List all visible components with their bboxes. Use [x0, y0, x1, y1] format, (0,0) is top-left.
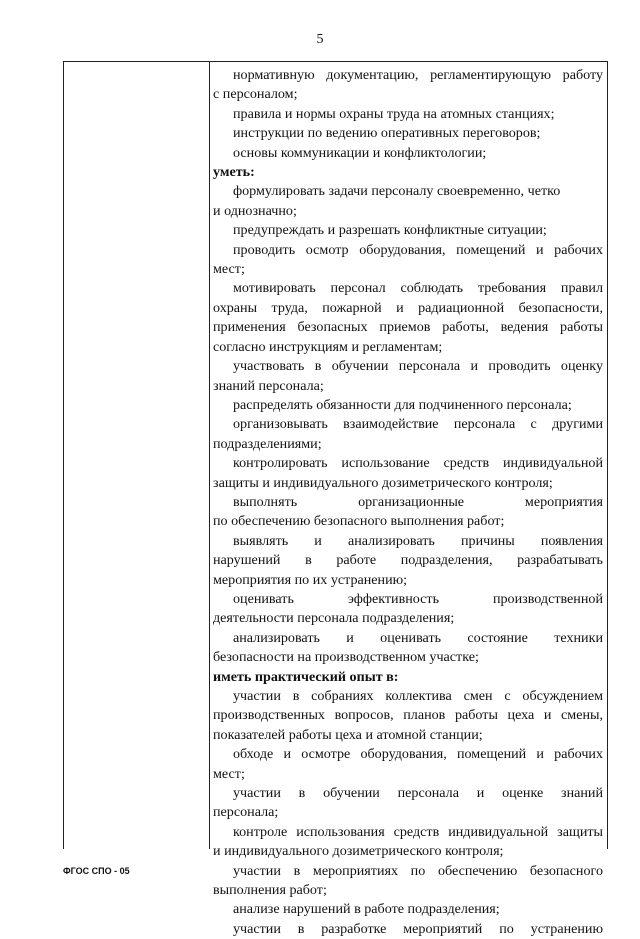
text-line: выполнения работ; [213, 882, 327, 899]
text-line: мест; [213, 765, 245, 782]
text-line: основы коммуникации и конфликтологии; [233, 144, 487, 161]
table-left-cell [64, 62, 209, 849]
column-divider [209, 62, 210, 849]
text-line: нарушений в работе подразделения, разрабатывать [213, 552, 603, 569]
footer-code: ФГОС СПО - 05 [63, 866, 130, 876]
text-line: с персоналом; [213, 86, 298, 103]
text-line: мотивировать персонал соблюдать требования правил [233, 280, 603, 297]
text-line: участии в мероприятиях по обеспечению безопасного [233, 862, 603, 879]
text-line: подразделениями; [213, 435, 322, 452]
text-line: деятельности персонала подразделения; [213, 610, 455, 627]
text-line: мест; [213, 261, 245, 278]
text-line: обходе и осмотре оборудования, помещений и рабочих [233, 746, 603, 763]
page-number: 5 [316, 32, 324, 47]
text-line: знаний персонала; [213, 377, 324, 394]
text-line: инструкции по ведению оперативных переговоров; [233, 125, 541, 142]
text-line: анализировать и оценивать состояние техники [233, 629, 603, 646]
text-line: по обеспечению безопасного выполнения работ; [213, 513, 505, 530]
text-line: участии в обучении персонала и оценке знаний [233, 785, 603, 802]
text-line: проводить осмотр оборудования, помещений и рабочих [233, 241, 603, 258]
text-line: контроле использования средств индивидуальной защиты [233, 823, 603, 840]
text-line: выполнять организационные мероприятия [233, 493, 603, 510]
text-line: формулировать задачи персоналу своевременно, четко [233, 183, 561, 200]
table-right-cell [213, 66, 603, 939]
text-line: распределять обязанности для подчиненного персонала; [233, 396, 572, 413]
text-line: персонала; [213, 804, 279, 821]
text-line: контролировать использование средств индивидуальной [233, 455, 603, 472]
text-line: показателей работы цеха и атомной станции; [213, 726, 483, 743]
text-line: правила и нормы охраны труда на атомных станциях; [233, 105, 555, 122]
text-line: анализе нарушений в работе подразделения; [233, 901, 500, 918]
text-line: согласно инструкциям и регламентам; [213, 338, 443, 355]
text-line: мероприятия по их устранению; [213, 571, 408, 588]
text-line: безопасности на производственном участке; [213, 649, 479, 666]
text-line: и однозначно; [213, 202, 297, 219]
text-line: предупреждать и разрешать конфликтные ситуации; [233, 222, 547, 239]
text-line: выявлять и анализировать причины появления [233, 532, 603, 549]
text-line: нормативную документацию, регламентирующую работу [233, 67, 603, 83]
text-line: участии в собраниях коллектива смен с обсуждением [233, 688, 603, 704]
section-heading: иметь практический опыт в: [213, 668, 399, 685]
text-line: участвовать в обучении персонала и проводить оценку [233, 358, 603, 375]
text-line: производственных вопросов, планов работы цеха и смены, [213, 707, 603, 724]
text-line: применения безопасных приемов работы, ведения работы [213, 319, 603, 336]
text-line: организовывать взаимодействие персонала с другими [233, 416, 603, 433]
text-line: и индивидуального дозиметрического контроля; [213, 843, 504, 860]
text-line: защиты и индивидуального дозиметрического контроля; [213, 474, 553, 491]
text-line: охраны труда, пожарной и радиационной безопасности, [213, 299, 603, 316]
section-heading: уметь: [213, 164, 255, 181]
text-line: оценивать эффективность производственной [233, 590, 603, 607]
text-line: участии в разработке мероприятий по устранению [233, 920, 603, 937]
